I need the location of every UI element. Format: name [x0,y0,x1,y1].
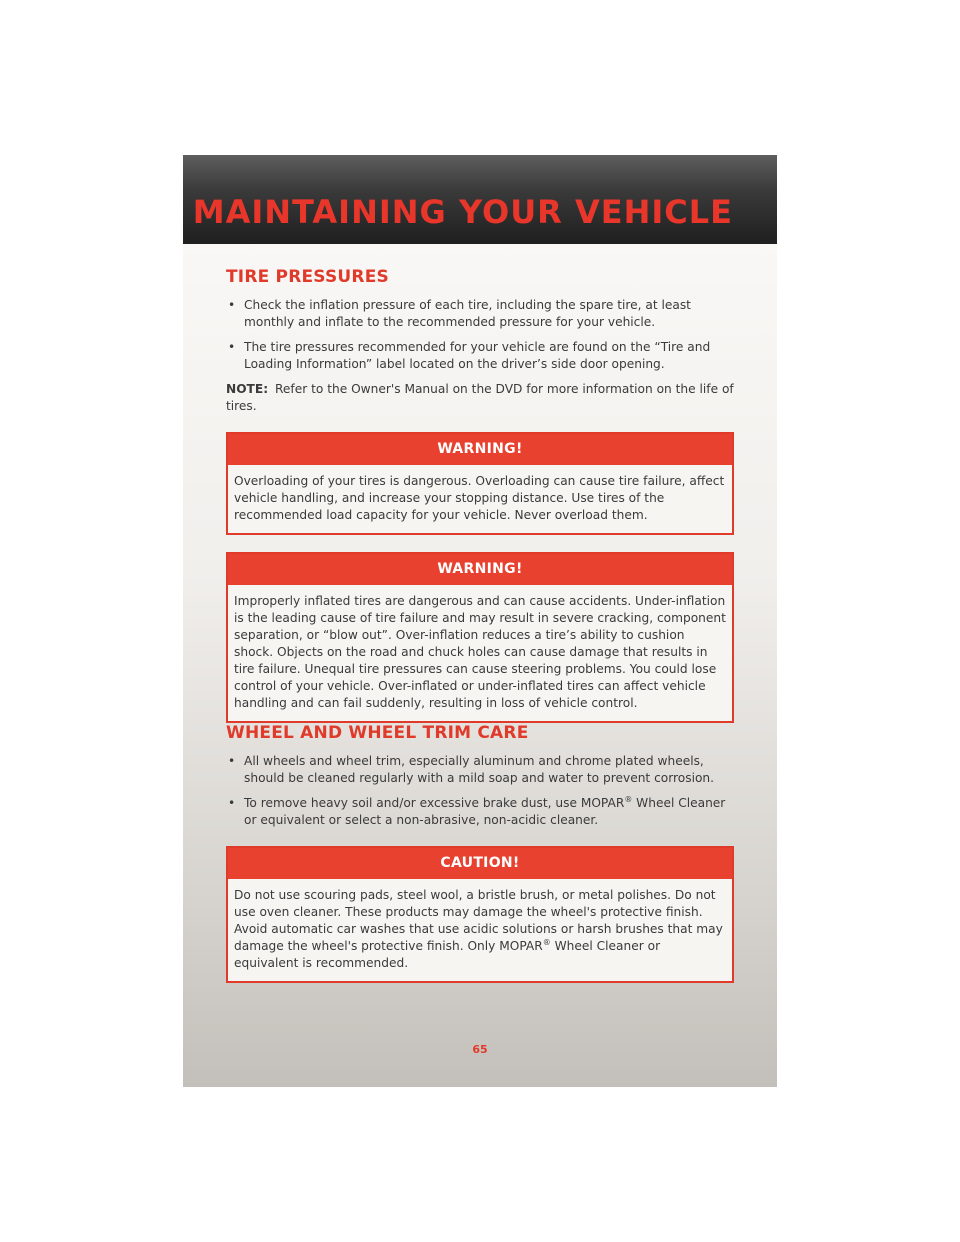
list-item: • All wheels and wheel trim, especially aluminum and chrome plated wheels, should be cleaned regularly with a mild soap and water to prevent corrosion. [228,754,715,785]
note-label: NOTE: [226,382,269,396]
list-item: • To remove heavy soil and/or excessive brake dust, use MOPAR® Wheel Cleaner or equivalent or select a non-abrasive, non-acidic cleaner. [228,794,726,827]
wheel-care-list [226,753,734,829]
registered-mark: ® [542,937,551,947]
note [226,381,734,415]
bullet-icon: • [228,754,236,768]
header-title: MAINTAINING YOUR VEHICLE [192,193,733,231]
caution-text: Do not use scouring pads, steel wool, a bristle brush, or metal polishes. Do not use oven cleaner. These products may damage the wheel's protective finish. Avoid automatic car washes that use acidic solutions or harsh brushes that may damage the wheel's protective finish. Only MOPAR® Wheel Cleaner or equivalent is recommended. [234,888,723,970]
list-item: • Check the inflation pressure of each tire, including the spare tire, at least monthly and inflate to the recommended pressure for your vehicle. [228,298,691,329]
manual-page [183,155,777,1087]
registered-mark: ® [624,794,633,804]
warning-box-overloading [226,432,734,535]
tire-pressures-heading: TIRE PRESSURES [226,267,389,287]
warning-box-inflation [226,552,734,723]
wheel-care-heading: WHEEL AND WHEEL TRIM CARE [226,723,529,743]
bullet-icon: • [228,298,236,312]
caution-title: CAUTION! [228,848,732,879]
warning-title: WARNING! [228,434,732,465]
note-text: Refer to the Owner's Manual on the DVD for more information on the life of tires. [226,382,734,413]
tire-pressures-list [226,297,734,373]
warning-title: WARNING! [228,554,732,585]
bullet-icon: • [228,340,236,354]
warning-text: Overloading of your tires is dangerous. Overloading can cause tire failure, affect vehicle handling, and increase your stopping distance. Use tires of the recommended load capacity for your vehicle. Never overload them. [234,474,725,522]
warning-text: Improperly inflated tires are dangerous and can cause accidents. Under-inflation is the leading cause of tire failure and may result in severe cracking, component separation, or “blow out”. Over-inflation reduces a tire’s ability to cushion shock. Objects on the road and chuck holes can cause damage that results in tire failure. Unequal tire pressures can cause steering problems. You could lose control of your vehicle. Over-inflated or under-inflated tires can affect vehicle handling and can fail suddenly, resulting in loss of vehicle control. [234,594,726,710]
page-header [183,155,777,244]
caution-box [226,846,734,983]
page-content [226,267,734,983]
list-item: • The tire pressures recommended for your vehicle are found on the “Tire and Loading Information” label located on the driver’s side door opening. [228,340,711,371]
bullet-icon: • [228,796,236,810]
page-number: 65 [472,1043,488,1056]
